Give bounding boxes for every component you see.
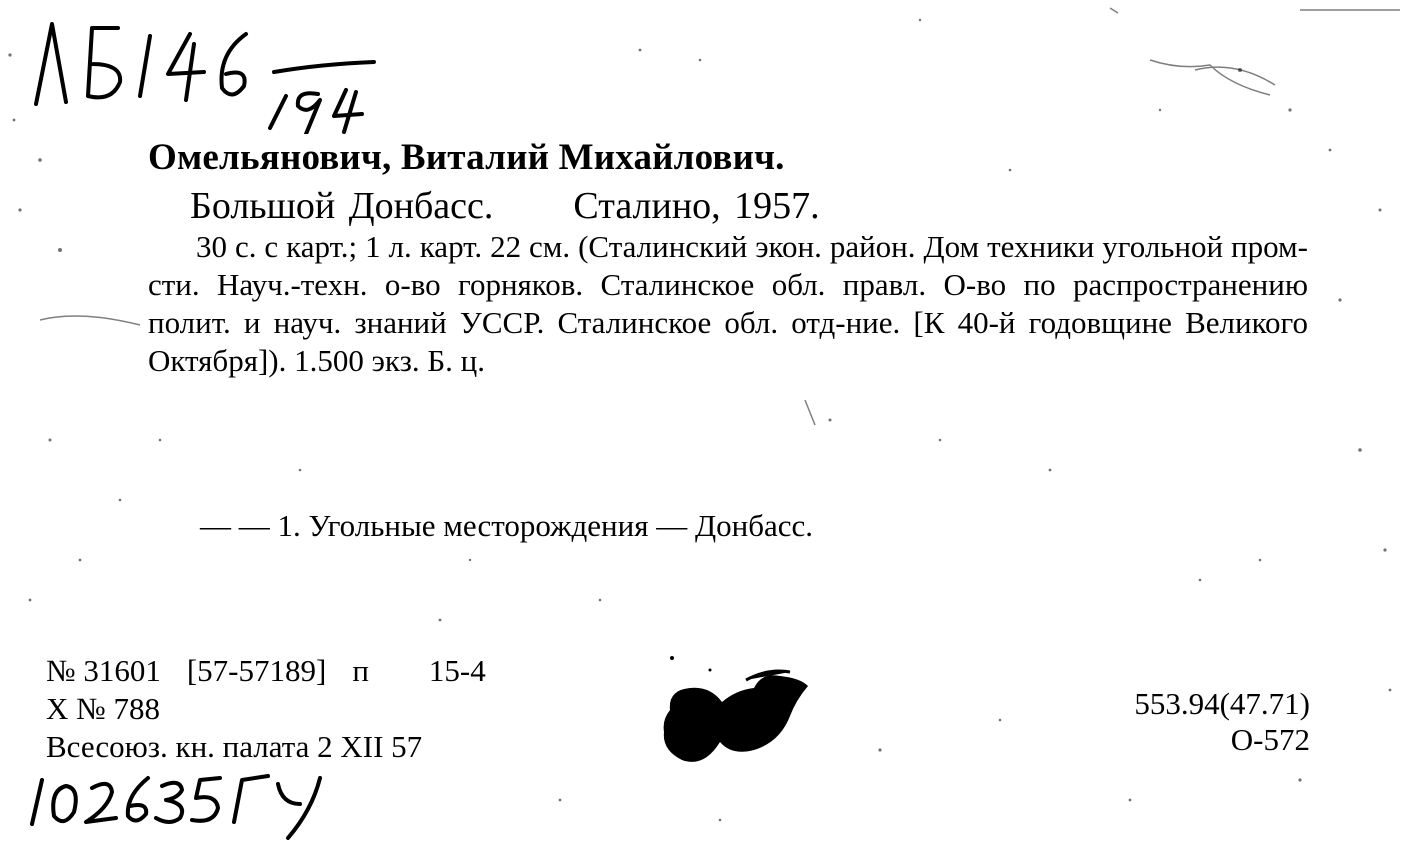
author-mark: О-572 (1230, 722, 1310, 757)
subject-heading: — — 1. Угольные месторождения — Донбасс. (200, 508, 813, 543)
classification-code: 553.94(47.71) (1134, 686, 1310, 721)
card-metadata (46, 652, 486, 766)
place-year: Сталино, 1957. (573, 185, 820, 227)
meta-code: 15-4 (428, 653, 486, 688)
order-number: [57-57189] (186, 653, 327, 688)
bibliographic-description: 30 с. с карт.; 1 л. карт. 22 см. (Сталинский экон. район. Дом техники угольной пром-сти. Науч.-техн. о-во горняков. Сталинское обл. правл. О-во по распространению полит. и науч. знаний УССР. Сталинское обл. отд-ние. [К 40-й годовщине Великого Октября]). 1.500 экз. Б. ц. (148, 229, 1308, 378)
meta-line-3: Всесоюз. кн. палата 2 XII 57 (46, 729, 423, 764)
book-title: Большой Донбасс. (190, 185, 494, 227)
card-number: № 31601 (46, 653, 161, 688)
handwritten-accession-number (20, 760, 380, 840)
classification-block (1134, 686, 1310, 758)
ink-blot-stamp (650, 650, 830, 780)
meta-line-1 (46, 652, 486, 690)
author-heading: Омельянович, Виталий Михайлович. (148, 137, 785, 178)
meta-line-2: Х № 788 (46, 691, 160, 726)
meta-letter: п (352, 653, 369, 688)
handwritten-inventory-number (22, 4, 382, 134)
title-line (190, 184, 820, 228)
